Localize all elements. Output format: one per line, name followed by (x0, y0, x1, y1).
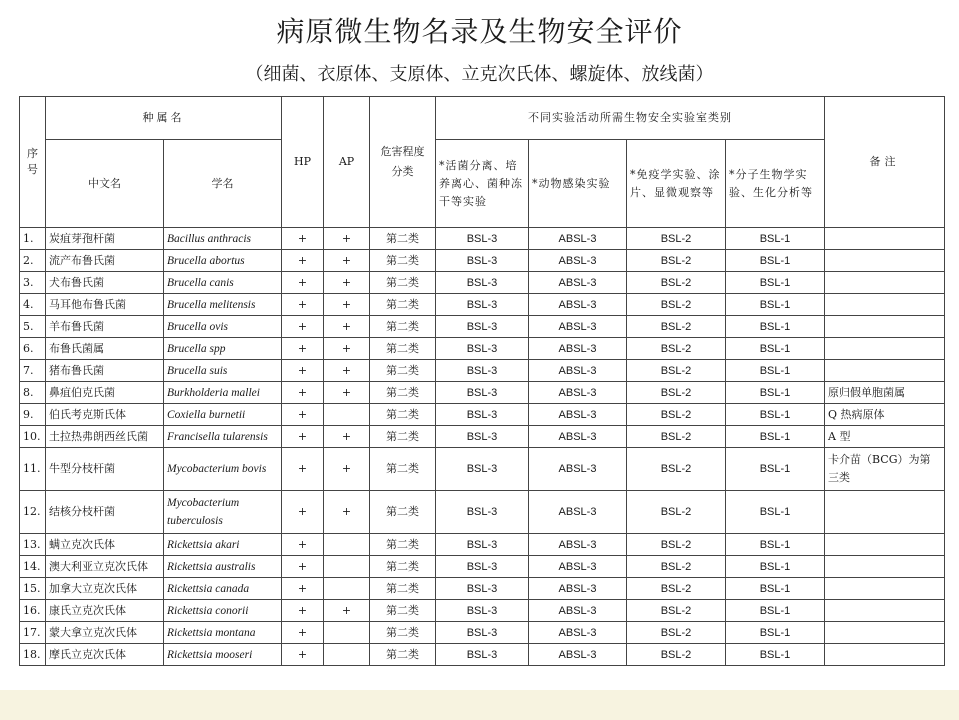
header-scientific-name: 学名 (164, 140, 282, 228)
immunology-cell: BSL-2 (627, 382, 726, 404)
immunology-cell: BSL-2 (627, 448, 726, 491)
chinese-name-cell: 加拿大立克次氏体 (46, 578, 164, 600)
table-row (20, 338, 945, 360)
row-index: 12. (20, 491, 46, 534)
immunology-cell: BSL-2 (627, 404, 726, 426)
chinese-name-cell: 流产布鲁氏菌 (46, 250, 164, 272)
chinese-name-cell: 犬布鲁氏菌 (46, 272, 164, 294)
ap-cell (324, 622, 370, 644)
molecular-cell: BSL-1 (726, 360, 825, 382)
hazard-cell: 第二类 (370, 534, 436, 556)
chinese-name-cell: 蒙大拿立克次氏体 (46, 622, 164, 644)
header-molecular: *分子生物学实验、生化分析等 (726, 140, 825, 228)
row-index: 14. (20, 556, 46, 578)
row-index: 6. (20, 338, 46, 360)
molecular-cell: BSL-1 (726, 404, 825, 426)
molecular-cell: BSL-1 (726, 622, 825, 644)
row-index: 8. (20, 382, 46, 404)
hp-cell: + (282, 382, 324, 404)
isolation-cell: BSL-3 (436, 316, 529, 338)
row-index: 7. (20, 360, 46, 382)
remarks-cell (825, 272, 945, 294)
scientific-name-cell: Coxiella burnetii (164, 404, 282, 426)
isolation-cell: BSL-3 (436, 360, 529, 382)
hp-cell: + (282, 644, 324, 666)
chinese-name-cell: 澳大利亚立克次氏体 (46, 556, 164, 578)
animal-cell: ABSL-3 (529, 404, 627, 426)
row-index: 15. (20, 578, 46, 600)
animal-cell: ABSL-3 (529, 644, 627, 666)
immunology-cell: BSL-2 (627, 578, 726, 600)
row-index: 17. (20, 622, 46, 644)
isolation-cell: BSL-3 (436, 404, 529, 426)
hp-cell: + (282, 534, 324, 556)
row-index: 10. (20, 426, 46, 448)
chinese-name-cell: 摩氏立克次氏体 (46, 644, 164, 666)
hazard-cell: 第二类 (370, 404, 436, 426)
remarks-cell (825, 228, 945, 250)
ap-cell (324, 644, 370, 666)
hazard-cell: 第二类 (370, 426, 436, 448)
row-index: 4. (20, 294, 46, 316)
molecular-cell: BSL-1 (726, 294, 825, 316)
ap-cell: + (324, 491, 370, 534)
immunology-cell: BSL-2 (627, 644, 726, 666)
table-row (20, 250, 945, 272)
animal-cell: ABSL-3 (529, 491, 627, 534)
immunology-cell: BSL-2 (627, 556, 726, 578)
header-animal: *动物感染实验 (529, 140, 627, 228)
animal-cell: ABSL-3 (529, 294, 627, 316)
hp-cell: + (282, 316, 324, 338)
row-index: 1. (20, 228, 46, 250)
hazard-cell: 第二类 (370, 578, 436, 600)
molecular-cell: BSL-1 (726, 448, 825, 491)
header-hazard: 危害程度分类 (370, 97, 436, 228)
table-row (20, 644, 945, 666)
table-row (20, 228, 945, 250)
ap-cell: + (324, 338, 370, 360)
isolation-cell: BSL-3 (436, 426, 529, 448)
hazard-cell: 第二类 (370, 600, 436, 622)
immunology-cell: BSL-2 (627, 622, 726, 644)
immunology-cell: BSL-2 (627, 491, 726, 534)
molecular-cell: BSL-1 (726, 250, 825, 272)
immunology-cell: BSL-2 (627, 294, 726, 316)
remarks-cell (825, 534, 945, 556)
chinese-name-cell: 布鲁氏菌属 (46, 338, 164, 360)
hazard-cell: 第二类 (370, 491, 436, 534)
row-index: 13. (20, 534, 46, 556)
animal-cell: ABSL-3 (529, 534, 627, 556)
scientific-name-cell: Burkholderia mallei (164, 382, 282, 404)
scientific-name-cell: Rickettsia conorii (164, 600, 282, 622)
isolation-cell: BSL-3 (436, 622, 529, 644)
molecular-cell: BSL-1 (726, 338, 825, 360)
chinese-name-cell: 马耳他布鲁氏菌 (46, 294, 164, 316)
chinese-name-cell: 土拉热弗朗西丝氏菌 (46, 426, 164, 448)
ap-cell: + (324, 272, 370, 294)
molecular-cell: BSL-1 (726, 534, 825, 556)
page-subtitle: （细菌、衣原体、支原体、立克次氏体、螺旋体、放线菌） (245, 64, 714, 85)
row-index: 3. (20, 272, 46, 294)
hazard-cell: 第二类 (370, 272, 436, 294)
immunology-cell: BSL-2 (627, 338, 726, 360)
animal-cell: ABSL-3 (529, 250, 627, 272)
isolation-cell: BSL-3 (436, 338, 529, 360)
scientific-name-cell: Francisella tularensis (164, 426, 282, 448)
table-row (20, 382, 945, 404)
header-hp: HP (282, 97, 324, 228)
header-lab-category: 不同实验活动所需生物安全实验室类别 (436, 97, 825, 140)
animal-cell: ABSL-3 (529, 382, 627, 404)
hp-cell: + (282, 404, 324, 426)
animal-cell: ABSL-3 (529, 578, 627, 600)
scientific-name-cell: Rickettsia mooseri (164, 644, 282, 666)
ap-cell: + (324, 228, 370, 250)
animal-cell: ABSL-3 (529, 600, 627, 622)
molecular-cell: BSL-1 (726, 600, 825, 622)
table-row (20, 426, 945, 448)
hazard-cell: 第二类 (370, 644, 436, 666)
table-row (20, 316, 945, 338)
isolation-cell: BSL-3 (436, 250, 529, 272)
chinese-name-cell: 螨立克次氏体 (46, 534, 164, 556)
hp-cell: + (282, 360, 324, 382)
remarks-cell: 卡介苗（BCG）为第三类 (825, 448, 945, 491)
molecular-cell: BSL-1 (726, 382, 825, 404)
ap-cell (324, 578, 370, 600)
chinese-name-cell: 康氏立克次氏体 (46, 600, 164, 622)
ap-cell (324, 556, 370, 578)
isolation-cell: BSL-3 (436, 578, 529, 600)
isolation-cell: BSL-3 (436, 228, 529, 250)
scientific-name-cell: Brucella spp (164, 338, 282, 360)
chinese-name-cell: 炭疽芽孢杆菌 (46, 228, 164, 250)
scientific-name-cell: Mycobacterium tuberculosis (164, 491, 282, 534)
hazard-cell: 第二类 (370, 360, 436, 382)
ap-cell: + (324, 316, 370, 338)
isolation-cell: BSL-3 (436, 644, 529, 666)
isolation-cell: BSL-3 (436, 294, 529, 316)
row-index: 18. (20, 644, 46, 666)
table-row (20, 534, 945, 556)
pathogen-table (19, 96, 945, 666)
immunology-cell: BSL-2 (627, 426, 726, 448)
remarks-cell: A 型 (825, 426, 945, 448)
header-isolation: *活菌分离、培养离心、菌种冻干等实验 (436, 140, 529, 228)
molecular-cell: BSL-1 (726, 556, 825, 578)
hazard-cell: 第二类 (370, 448, 436, 491)
header-ap: AP (324, 97, 370, 228)
scientific-name-cell: Bacillus anthracis (164, 228, 282, 250)
header-row-2 (20, 140, 945, 228)
header-chinese-name: 中文名 (46, 140, 164, 228)
hazard-cell: 第二类 (370, 382, 436, 404)
table-row (20, 622, 945, 644)
scientific-name-cell: Rickettsia canada (164, 578, 282, 600)
remarks-cell: Q 热病原体 (825, 404, 945, 426)
table-row (20, 578, 945, 600)
hazard-cell: 第二类 (370, 622, 436, 644)
scientific-name-cell: Rickettsia montana (164, 622, 282, 644)
remarks-cell (825, 338, 945, 360)
row-index: 11. (20, 448, 46, 491)
remarks-cell (825, 644, 945, 666)
ap-cell: + (324, 448, 370, 491)
header-genus-name: 种属名 (46, 97, 282, 140)
animal-cell: ABSL-3 (529, 272, 627, 294)
chinese-name-cell: 鼻疽伯克氏菌 (46, 382, 164, 404)
hp-cell: + (282, 448, 324, 491)
chinese-name-cell: 牛型分枝杆菌 (46, 448, 164, 491)
header-index: 序号 (20, 97, 46, 228)
hp-cell: + (282, 578, 324, 600)
ap-cell (324, 404, 370, 426)
header-row-1 (20, 97, 945, 140)
ap-cell (324, 534, 370, 556)
header-remarks: 备注 (825, 97, 945, 228)
immunology-cell: BSL-2 (627, 272, 726, 294)
isolation-cell: BSL-3 (436, 448, 529, 491)
row-index: 5. (20, 316, 46, 338)
hp-cell: + (282, 338, 324, 360)
remarks-cell (825, 491, 945, 534)
molecular-cell: BSL-1 (726, 272, 825, 294)
hazard-cell: 第二类 (370, 294, 436, 316)
table-row (20, 491, 945, 534)
remarks-cell (825, 556, 945, 578)
row-index: 2. (20, 250, 46, 272)
molecular-cell: BSL-1 (726, 316, 825, 338)
remarks-cell (825, 360, 945, 382)
ap-cell: + (324, 250, 370, 272)
hp-cell: + (282, 556, 324, 578)
chinese-name-cell: 伯氏考克斯氏体 (46, 404, 164, 426)
immunology-cell: BSL-2 (627, 316, 726, 338)
molecular-cell: BSL-1 (726, 228, 825, 250)
molecular-cell: BSL-1 (726, 491, 825, 534)
page-title: 病原微生物名录及生物安全评价 (276, 15, 683, 48)
hp-cell: + (282, 228, 324, 250)
isolation-cell: BSL-3 (436, 491, 529, 534)
animal-cell: ABSL-3 (529, 338, 627, 360)
hp-cell: + (282, 491, 324, 534)
immunology-cell: BSL-2 (627, 228, 726, 250)
table-row (20, 556, 945, 578)
hp-cell: + (282, 622, 324, 644)
footer-bar (0, 690, 959, 720)
immunology-cell: BSL-2 (627, 360, 726, 382)
remarks-cell (825, 294, 945, 316)
isolation-cell: BSL-3 (436, 272, 529, 294)
table-row (20, 272, 945, 294)
table-row (20, 600, 945, 622)
chinese-name-cell: 羊布鲁氏菌 (46, 316, 164, 338)
table-row (20, 404, 945, 426)
scientific-name-cell: Rickettsia akari (164, 534, 282, 556)
ap-cell: + (324, 382, 370, 404)
ap-cell: + (324, 426, 370, 448)
hp-cell: + (282, 272, 324, 294)
chinese-name-cell: 结核分枝杆菌 (46, 491, 164, 534)
ap-cell: + (324, 294, 370, 316)
hazard-cell: 第二类 (370, 556, 436, 578)
table-row (20, 294, 945, 316)
isolation-cell: BSL-3 (436, 556, 529, 578)
hazard-cell: 第二类 (370, 250, 436, 272)
immunology-cell: BSL-2 (627, 600, 726, 622)
hazard-cell: 第二类 (370, 228, 436, 250)
row-index: 16. (20, 600, 46, 622)
scientific-name-cell: Brucella abortus (164, 250, 282, 272)
remarks-cell (825, 250, 945, 272)
animal-cell: ABSL-3 (529, 448, 627, 491)
remarks-cell: 原归假单胞菌属 (825, 382, 945, 404)
immunology-cell: BSL-2 (627, 534, 726, 556)
scientific-name-cell: Brucella suis (164, 360, 282, 382)
scientific-name-cell: Rickettsia australis (164, 556, 282, 578)
table-row (20, 448, 945, 491)
remarks-cell (825, 622, 945, 644)
hp-cell: + (282, 250, 324, 272)
scientific-name-cell: Brucella canis (164, 272, 282, 294)
molecular-cell: BSL-1 (726, 644, 825, 666)
ap-cell: + (324, 360, 370, 382)
isolation-cell: BSL-3 (436, 600, 529, 622)
animal-cell: ABSL-3 (529, 228, 627, 250)
table-row (20, 360, 945, 382)
animal-cell: ABSL-3 (529, 556, 627, 578)
isolation-cell: BSL-3 (436, 382, 529, 404)
chinese-name-cell: 猪布鲁氏菌 (46, 360, 164, 382)
header-immunology: *免疫学实验、涂片、显微观察等 (627, 140, 726, 228)
animal-cell: ABSL-3 (529, 360, 627, 382)
remarks-cell (825, 578, 945, 600)
molecular-cell: BSL-1 (726, 426, 825, 448)
isolation-cell: BSL-3 (436, 534, 529, 556)
hp-cell: + (282, 600, 324, 622)
remarks-cell (825, 600, 945, 622)
ap-cell: + (324, 600, 370, 622)
scientific-name-cell: Brucella ovis (164, 316, 282, 338)
animal-cell: ABSL-3 (529, 622, 627, 644)
animal-cell: ABSL-3 (529, 426, 627, 448)
hp-cell: + (282, 294, 324, 316)
immunology-cell: BSL-2 (627, 250, 726, 272)
hazard-cell: 第二类 (370, 338, 436, 360)
molecular-cell: BSL-1 (726, 578, 825, 600)
scientific-name-cell: Mycobacterium bovis (164, 448, 282, 491)
hazard-cell: 第二类 (370, 316, 436, 338)
remarks-cell (825, 316, 945, 338)
scientific-name-cell: Brucella melitensis (164, 294, 282, 316)
hp-cell: + (282, 426, 324, 448)
animal-cell: ABSL-3 (529, 316, 627, 338)
row-index: 9. (20, 404, 46, 426)
